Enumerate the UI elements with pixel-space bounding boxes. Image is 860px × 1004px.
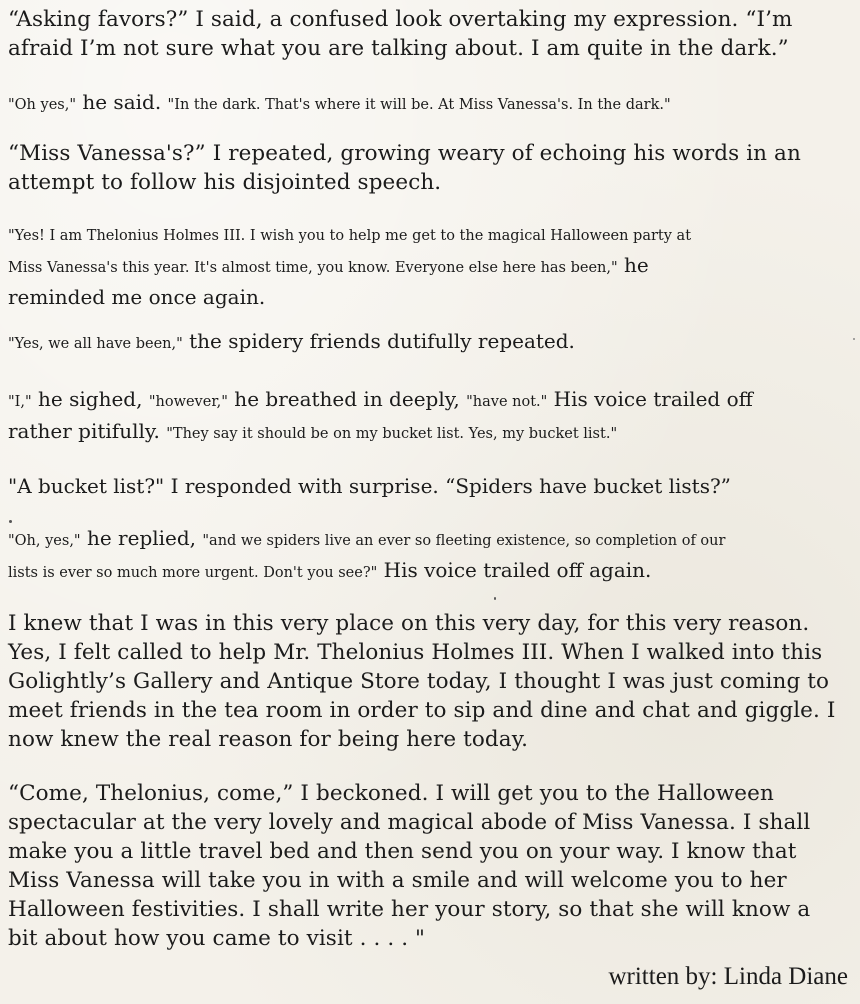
dialogue-text: "In the dark. That's where it will be. At Miss Vanessa's. In the dark." <box>167 97 671 113</box>
narration-text: he replied, <box>80 526 203 550</box>
narration-text: rather pitifully. <box>8 419 167 443</box>
paragraph-miss-vanessas <box>8 139 853 197</box>
text-line: I knew that I was in this very place on this very day, for this very reason. <box>8 611 810 636</box>
print-speck <box>494 597 496 600</box>
text-line: afraid I’m not sure what you are talking about. I am quite in the dark.” <box>8 36 789 61</box>
paragraph-come-thelonius <box>8 779 853 953</box>
paragraph-i-knew <box>8 609 853 754</box>
dialogue-text: "Oh, yes," <box>8 533 81 549</box>
dialogue-text: "have not." <box>466 394 548 410</box>
dialogue-text: "Yes, we all have been," <box>8 336 183 352</box>
paragraph-he-sighed <box>8 385 853 449</box>
text-line: Yes, I felt called to help Mr. Thelonius Holmes III. When I walked into this <box>8 640 823 665</box>
narration-text: reminded me once again. <box>8 285 266 309</box>
narration-text: His voice trailed off <box>547 387 753 411</box>
dialogue-text: "They say it should be on my bucket list. Yes, my bucket list." <box>166 426 618 442</box>
paragraph-asking-favors <box>8 5 853 63</box>
dialogue-text: "Yes! I am Thelonius Holmes III. I wish you to help me get to the magical Halloween party at <box>8 228 692 244</box>
text-line: attempt to follow his disjointed speech. <box>8 170 442 195</box>
narration-text: His voice trailed off again. <box>377 558 652 582</box>
text-line: meet friends in the tea room in order to sip and dine and chat and giggle. I <box>8 698 836 723</box>
text-line: “Asking favors?” I said, a confused look overtaking my expression. “I’m <box>8 7 793 32</box>
text-line: make you a little travel bed and then send you on your way. I know that <box>8 839 797 864</box>
author-signature: written by: Linda Diane <box>608 963 848 990</box>
text-line: bit about how you came to visit . . . . " <box>8 926 426 951</box>
dialogue-text: "Oh yes," <box>8 97 76 113</box>
paragraph-bucket-list <box>8 472 853 501</box>
narration-text: he breathed in deeply, <box>227 387 467 411</box>
print-speck <box>853 338 855 340</box>
narration-text: he sighed, <box>31 387 149 411</box>
paragraph-spidery-friends <box>8 327 853 359</box>
text-line: “Miss Vanessa's?” I repeated, growing weary of echoing his words in an <box>8 141 801 166</box>
narration-text: the spidery friends dutifully repeated. <box>182 329 575 353</box>
dialogue-text: lists is ever so much more urgent. Don't you see?" <box>8 565 378 581</box>
text-line: spectacular at the very lovely and magical abode of Miss Vanessa. I shall <box>8 810 811 835</box>
text-line: "A bucket list?" I responded with surprise. “Spiders have bucket lists?” <box>8 474 731 498</box>
dialogue-text: "however," <box>148 394 228 410</box>
narration-text: he <box>617 253 649 277</box>
narration-text: he said. <box>76 90 168 114</box>
text-line: Golightly’s Gallery and Antique Store today, I thought I was just coming to <box>8 669 830 694</box>
paragraph-oh-yes-he-said <box>8 88 853 120</box>
dialogue-text: Miss Vanessa's this year. It's almost time, you know. Everyone else here has been," <box>8 260 618 276</box>
dialogue-text: "I," <box>8 394 32 410</box>
print-speck <box>9 520 12 523</box>
paragraph-oh-yes-he-replied <box>8 524 853 588</box>
text-line: “Come, Thelonius, come,” I beckoned. I will get you to the Halloween <box>8 781 774 806</box>
paragraph-thelonius-request <box>8 222 853 312</box>
text-line: Halloween festivities. I shall write her your story, so that she will know a <box>8 897 811 922</box>
text-line: Miss Vanessa will take you in with a smile and will welcome you to her <box>8 868 787 893</box>
dialogue-text: "and we spiders live an ever so fleeting existence, so completion of our <box>202 533 726 549</box>
text-line: now knew the real reason for being here today. <box>8 727 529 752</box>
